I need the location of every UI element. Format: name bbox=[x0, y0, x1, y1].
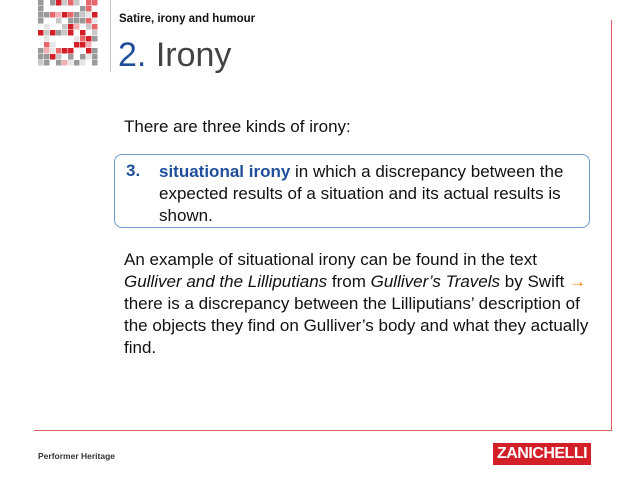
logo-tile bbox=[44, 42, 50, 48]
list-number: 3. bbox=[126, 161, 141, 180]
logo-tile bbox=[38, 18, 44, 24]
slide-number: 2. bbox=[118, 36, 147, 74]
definition-term: situational irony bbox=[159, 162, 291, 181]
logo-tile bbox=[92, 60, 98, 66]
header-divider bbox=[110, 0, 111, 72]
logo-tile bbox=[38, 36, 44, 42]
logo-tile bbox=[68, 18, 74, 24]
logo-tile bbox=[44, 24, 50, 30]
logo-tile bbox=[74, 12, 80, 18]
logo-tile bbox=[62, 60, 68, 66]
example-text-3: by Swift bbox=[500, 272, 570, 291]
logo-tile bbox=[92, 30, 98, 36]
logo-tile bbox=[68, 54, 74, 60]
logo-tile bbox=[62, 0, 68, 6]
logo-tile bbox=[74, 24, 80, 30]
logo-tile bbox=[92, 0, 98, 6]
logo-tile bbox=[56, 6, 62, 12]
logo-tile bbox=[50, 24, 56, 30]
logo-tile bbox=[86, 36, 92, 42]
logo-tile bbox=[44, 48, 50, 54]
example-text-4: there is a discrepancy between the Lilliputians’ description of the objects they find on Gulliver’s body and what they actually find. bbox=[124, 294, 589, 357]
logo-tile bbox=[80, 12, 86, 18]
logo-tile bbox=[92, 48, 98, 54]
logo-tile bbox=[92, 36, 98, 42]
logo-tile bbox=[38, 48, 44, 54]
logo-tile bbox=[86, 12, 92, 18]
logo-tile bbox=[38, 6, 44, 12]
brand-logo: ZANICHELLI bbox=[493, 443, 591, 465]
logo-tile bbox=[56, 0, 62, 6]
logo-tile bbox=[74, 18, 80, 24]
example-text-1: An example of situational irony can be found in the text bbox=[124, 250, 537, 269]
arrow-right-icon: → bbox=[569, 272, 587, 291]
logo-tile bbox=[80, 6, 86, 12]
logo-tile bbox=[68, 24, 74, 30]
logo-tile bbox=[68, 30, 74, 36]
logo-tile bbox=[38, 30, 44, 36]
frame-bottom-line bbox=[34, 430, 612, 431]
logo-tile bbox=[44, 54, 50, 60]
logo-tile bbox=[62, 18, 68, 24]
logo-tile bbox=[80, 30, 86, 36]
logo-tile bbox=[50, 54, 56, 60]
logo-tile bbox=[86, 54, 92, 60]
logo-tile bbox=[50, 48, 56, 54]
logo-tile bbox=[56, 30, 62, 36]
logo-tile bbox=[56, 48, 62, 54]
logo-tile bbox=[56, 18, 62, 24]
logo-tile bbox=[80, 36, 86, 42]
logo-tile bbox=[80, 54, 86, 60]
logo-tile bbox=[92, 24, 98, 30]
logo-tile bbox=[80, 18, 86, 24]
slide-title-text: Irony bbox=[155, 36, 232, 74]
logo-tile bbox=[62, 24, 68, 30]
logo-tile bbox=[68, 48, 74, 54]
example-paragraph bbox=[124, 249, 594, 359]
logo-tile bbox=[68, 12, 74, 18]
example-text-2: from bbox=[327, 272, 371, 291]
logo-tile bbox=[86, 42, 92, 48]
logo-tile bbox=[80, 42, 86, 48]
logo-tile bbox=[56, 54, 62, 60]
logo-tile bbox=[62, 54, 68, 60]
logo-tile bbox=[38, 54, 44, 60]
logo-tile bbox=[68, 0, 74, 6]
definition-text bbox=[159, 161, 587, 227]
page-title bbox=[118, 36, 231, 75]
logo-tile bbox=[68, 60, 74, 66]
logo-tile bbox=[56, 24, 62, 30]
logo-tile bbox=[50, 42, 56, 48]
logo-tile bbox=[74, 36, 80, 42]
section-title: Satire, irony and humour bbox=[119, 13, 256, 25]
logo-tile bbox=[86, 6, 92, 12]
logo-tile bbox=[86, 18, 92, 24]
logo-tile bbox=[44, 12, 50, 18]
logo-tile bbox=[50, 30, 56, 36]
example-work-title-1: Gulliver and the Lilliputians bbox=[124, 272, 328, 291]
logo-tile bbox=[62, 48, 68, 54]
logo-tile bbox=[50, 12, 56, 18]
logo-tile bbox=[74, 0, 80, 6]
definition-callout bbox=[114, 154, 590, 228]
logo-tile bbox=[38, 60, 44, 66]
logo-tile bbox=[74, 30, 80, 36]
logo-tile bbox=[92, 12, 98, 18]
logo-tile bbox=[80, 60, 86, 66]
intro-text: There are three kinds of irony: bbox=[124, 117, 351, 136]
logo-tile bbox=[44, 36, 50, 42]
footer-course-label: Performer Heritage bbox=[38, 451, 116, 461]
logo-tile bbox=[74, 54, 80, 60]
logo-tile bbox=[44, 30, 50, 36]
logo-tile bbox=[38, 12, 44, 18]
frame-right-line bbox=[611, 20, 612, 430]
logo-tile bbox=[74, 60, 80, 66]
logo-tile bbox=[62, 30, 68, 36]
logo-tile bbox=[38, 0, 44, 6]
definition-body: in which a discrepancy between the expected results of a situation and its actual results is shown. bbox=[159, 162, 564, 225]
logo-tile bbox=[50, 0, 56, 6]
logo-tile bbox=[62, 12, 68, 18]
logo-tile bbox=[92, 54, 98, 60]
logo-tile bbox=[86, 24, 92, 30]
logo-tile bbox=[86, 0, 92, 6]
logo-tile bbox=[86, 48, 92, 54]
logo-tile bbox=[56, 12, 62, 18]
publisher-mosaic-logo bbox=[38, 0, 98, 70]
example-work-title-2: Gulliver’s Travels bbox=[370, 272, 501, 291]
logo-tile bbox=[74, 42, 80, 48]
logo-tile bbox=[68, 6, 74, 12]
logo-tile bbox=[92, 18, 98, 24]
logo-tile bbox=[44, 60, 50, 66]
logo-tile bbox=[56, 60, 62, 66]
